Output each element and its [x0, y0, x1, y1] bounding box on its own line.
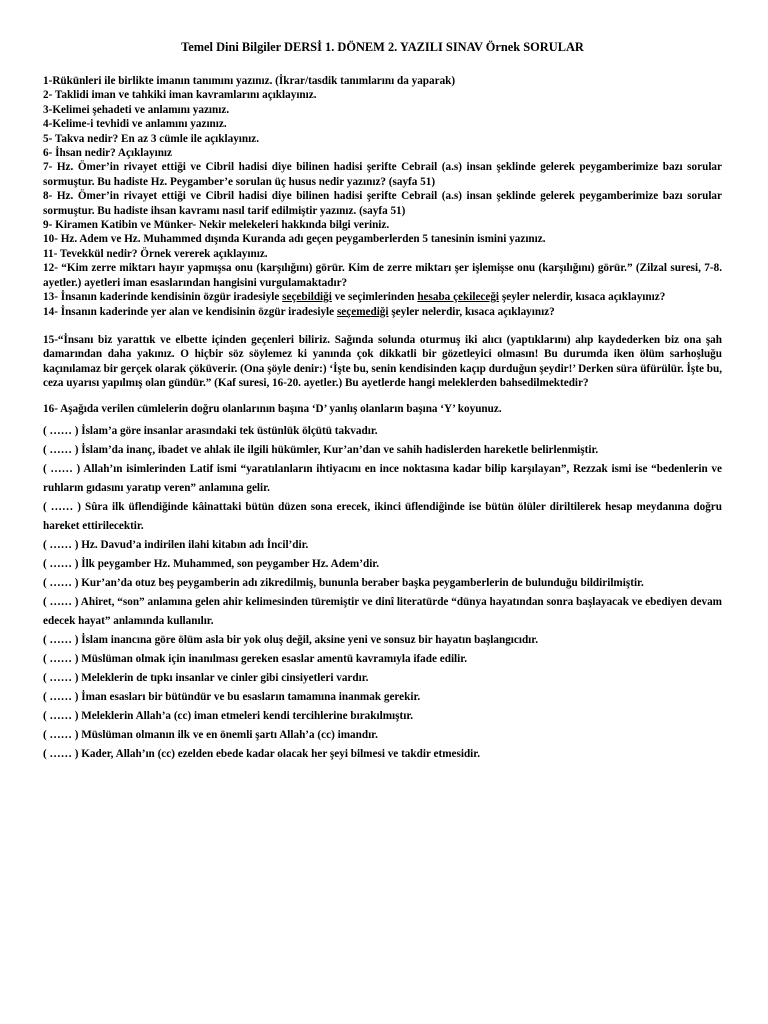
question-14-underline: seçemediği	[336, 305, 389, 318]
true-false-item: ( …… ) Kur’an’da otuz beş peygamberin adı zikredilmiş, bununla beraber başka peygamberlerin de bulunduğu bildirilmiştir.	[43, 576, 644, 589]
question-11: 11- Tevekkül nedir? Örnek vererek açıklayınız.	[43, 247, 268, 260]
true-false-item: ( …… ) İman esasları bir bütündür ve bu esasların tamamına inanmak gerekir.	[43, 690, 421, 703]
question-13-underline-1: seçebildiği	[282, 291, 332, 304]
question-8: 8- Hz. Ömer’in rivayet ettiği ve Cibril hadisi diye bilinen hadisi şerifte Cebrail (a.s) insan şeklinde gelerek peygamberimize bazı sorular sormuştur. Bu hadiste ihsan kavramı nasıl tarif edilmiştir yazınız. (sayfa 51)	[43, 190, 722, 217]
question-7: 7- Hz. Ömer’in rivayet ettiği ve Cibril hadisi diye bilinen hadisi şerifte Cebrail (a.s) insan şeklinde gelerek peygamberimize bazı sorular sormuştur. Bu hadiste Hz. Peygamber’e sorulan üç husus nedir yazınız? (sayfa 51)	[43, 161, 722, 188]
true-false-item: ( …… ) Kader, Allah’ın (cc) ezelden ebede kadar olacak her şeyi bilmesi ve takdir etmesidir.	[43, 747, 481, 760]
question-16-instruction: 16- Aşağıda verilen cümlelerin doğru olanlarının başına ‘D’ yanlış olanların başına ‘Y’ koyunuz.	[43, 402, 502, 415]
question-1: 1-Rükünleri ile birlikte imanın tanımını yazınız. (İkrar/tasdik tanımlarını da yaparak)	[43, 75, 456, 87]
true-false-item: ( …… ) Müslüman olmanın ilk ve en önemli şartı Allah’a (cc) imandır.	[43, 728, 378, 741]
question-3: 3-Kelimei şehadeti ve anlamını yazınız.	[43, 103, 230, 116]
question-13-part-c: şeyler nelerdir, kısaca açıklayınız?	[499, 291, 666, 304]
question-9: 9- Kiramen Katibin ve Münker- Nekir melekeleri hakkında bilgi veriniz.	[43, 219, 390, 232]
question-12: 12- “Kim zerre miktarı hayır yapmışsa onu (karşılığını) görür. Kim de zerre miktarı şer işlemişse onu (karşılığını) görür.” (Zilzal suresi, 7-8. ayetler.) ayetleri iman esaslarından hangisini vurgulamaktadır?	[43, 262, 722, 289]
question-6: 6- İhsan nedir? Açıklayınız	[43, 147, 172, 160]
true-false-item: ( …… ) Meleklerin de tıpkı insanlar ve cinler gibi cinsiyetleri vardır.	[43, 671, 369, 684]
question-list	[43, 74, 722, 319]
true-false-item: ( …… ) İlk peygamber Hz. Muhammed, son peygamber Hz. Adem’dir.	[43, 557, 380, 570]
true-false-item: ( …… ) Ahiret, “son” anlamına gelen ahir kelimesinden türemiştir ve dinî literatürde “dünya hayatından sonra başlayacak ve ebediyen devam edecek hayat” anlamında kullanılır.	[43, 595, 722, 627]
question-15: 15-“İnsanı biz yarattık ve elbette içinden geçenleri biliriz. Sağında solunda oturmuş iki alıcı (yaptıklarını) alıp kaydederken biz ona şah damarından daha yakınız. O hiçbir söz söylemez ki yanında çok dikkatli bir gözetleyici olmasın! Bu durumda iken ölüm sarhoşluğu kaçınılamaz bir gerçek olarak çöküverir. (Ona şöyle denir:) ‘İşte bu, senin kendisinden kaçıp durduğun şeydir!’ Derken süra üfürülür. İşte bu, ceza uyarısı yapılmış olan gündür.” (Kaf suresi, 16-20. ayetler.) Bu ayetlerde hangi meleklerden bahsedilmektedir?	[43, 333, 722, 390]
true-false-item: ( …… ) İslam inancına göre ölüm asla bir yok oluş değil, aksine yeni ve sonsuz bir hayatın başlangıcıdır.	[43, 633, 539, 646]
question-13	[43, 290, 722, 304]
true-false-item: ( …… ) Müslüman olmak için inanılması gereken esaslar amentü kavramıyla ifade edilir.	[43, 652, 467, 665]
question-4: 4-Kelime-i tevhidi ve anlamını yazınız.	[43, 118, 227, 131]
question-13-part-a: 13- İnsanın kaderinde kendisinin özgür iradesiyle	[43, 291, 283, 304]
question-13-underline-2: hesaba çekileceği	[417, 291, 500, 304]
true-false-item: ( …… ) Sûra ilk üflendiğinde kâinattaki bütün düzen sona erecek, ikinci üflendiğinde ise bütün ölüler diriltilerek hesap meydanına doğru hareket ettirilecektir.	[43, 500, 722, 532]
question-14-part-a: 14- İnsanın kaderinde yer alan ve kendisinin özgür iradesiyle	[43, 305, 337, 318]
question-2: 2- Taklidi iman ve tahkiki iman kavramlarını açıklayınız.	[43, 89, 317, 102]
true-false-item: ( …… ) Hz. Davud’a indirilen ilahi kitabın adı İncil’dir.	[43, 538, 309, 551]
question-14	[43, 305, 722, 319]
question-5: 5- Takva nedir? En az 3 cümle ile açıklayınız.	[43, 132, 259, 145]
true-false-item: ( …… ) Meleklerin Allah’a (cc) iman etmeleri kendi tercihlerine bırakılmıştır.	[43, 709, 414, 722]
question-14-part-b: şeyler nelerdir, kısaca açıklayınız?	[388, 305, 555, 318]
question-13-part-b: ve seçimlerinden	[331, 291, 418, 304]
true-false-item: ( …… ) Allah’ın isimlerinden Latif ismi “yaratılanların ihtiyacını en ince noktasına kadar bilip karşılayan”, Rezzak ismi ise “bedenlerin ve ruhların gıdasını yaratıp veren” anlamına gelir.	[43, 462, 722, 494]
page-title: Temel Dini Bilgiler DERSİ 1. DÖNEM 2. YAZILI SINAV Örnek SORULAR	[181, 40, 584, 54]
true-false-list	[43, 422, 722, 764]
true-false-item: ( …… ) İslam’a göre insanlar arasındaki tek üstünlük ölçütü takvadır.	[43, 424, 378, 437]
question-10: 10- Hz. Adem ve Hz. Muhammed dışında Kuranda adı geçen peygamberlerden 5 tanesinin ismini yazınız.	[43, 233, 546, 246]
true-false-item: ( …… ) İslam’da inanç, ibadet ve ahlak ile ilgili hükümler, Kur’an’dan ve sahih hadislerden hareketle belirlenmiştir.	[43, 443, 599, 456]
